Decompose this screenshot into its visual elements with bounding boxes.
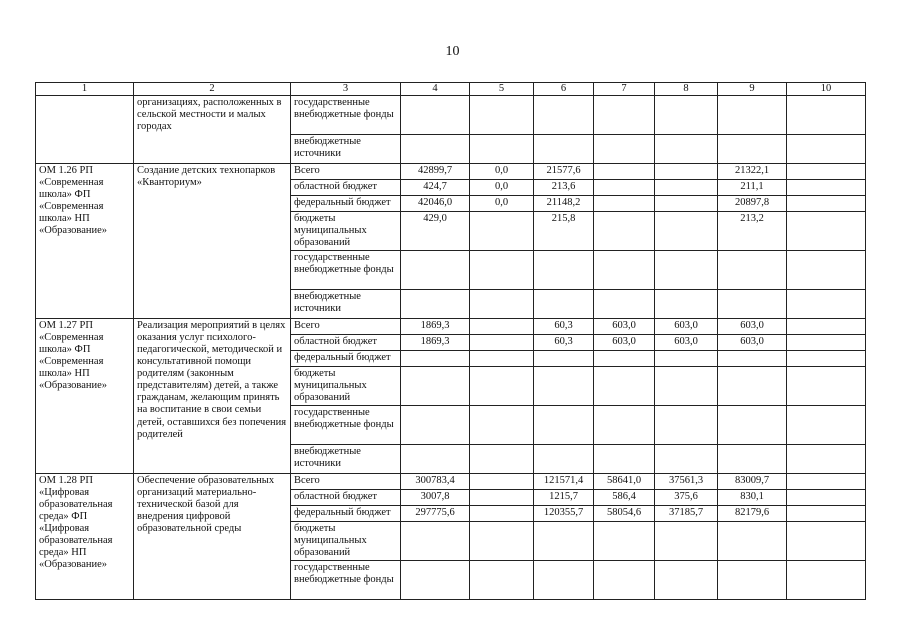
value-cell [787, 319, 866, 335]
value-cell [787, 212, 866, 251]
value-cell [534, 367, 594, 406]
value-cell: 215,8 [534, 212, 594, 251]
value-cell: 42046,0 [401, 196, 470, 212]
value-cell [470, 290, 534, 319]
value-cell [718, 290, 787, 319]
value-cell: 300783,4 [401, 474, 470, 490]
funding-source: федеральный бюджет [291, 506, 401, 522]
value-cell: 603,0 [718, 335, 787, 351]
funding-source: областной бюджет [291, 180, 401, 196]
value-cell [718, 135, 787, 164]
value-cell [787, 351, 866, 367]
value-cell [401, 406, 470, 445]
value-cell: 20897,8 [718, 196, 787, 212]
value-cell [655, 367, 718, 406]
value-cell [534, 290, 594, 319]
value-cell [534, 96, 594, 135]
value-cell [655, 196, 718, 212]
value-cell [787, 561, 866, 600]
value-cell [787, 367, 866, 406]
value-cell [401, 522, 470, 561]
value-cell [594, 135, 655, 164]
value-cell [470, 522, 534, 561]
value-cell [787, 474, 866, 490]
value-cell: 0,0 [470, 180, 534, 196]
measure-name: организациях, расположенных в сельской местности и малых городах [134, 96, 291, 164]
value-cell: 60,3 [534, 319, 594, 335]
funding-source: областной бюджет [291, 335, 401, 351]
value-cell: 82179,6 [718, 506, 787, 522]
value-cell [787, 335, 866, 351]
value-cell: 1869,3 [401, 335, 470, 351]
table-row [36, 164, 866, 180]
value-cell [787, 290, 866, 319]
value-cell [718, 251, 787, 290]
funding-source: государственные внебюджетные фонды [291, 96, 401, 135]
value-cell [594, 367, 655, 406]
value-cell [655, 212, 718, 251]
value-cell [594, 251, 655, 290]
value-cell [594, 212, 655, 251]
value-cell [787, 490, 866, 506]
value-cell: 213,6 [534, 180, 594, 196]
header-row [36, 83, 866, 96]
value-cell [470, 406, 534, 445]
value-cell [470, 474, 534, 490]
value-cell [655, 96, 718, 135]
value-cell [787, 164, 866, 180]
value-cell [787, 445, 866, 474]
value-cell: 603,0 [594, 335, 655, 351]
value-cell: 586,4 [594, 490, 655, 506]
value-cell [534, 561, 594, 600]
column-header: 6 [534, 83, 594, 96]
funding-source: государственные внебюджетные фонды [291, 406, 401, 445]
page-number: 10 [445, 44, 460, 59]
value-cell [655, 180, 718, 196]
column-header: 4 [401, 83, 470, 96]
value-cell [787, 506, 866, 522]
value-cell: 429,0 [401, 212, 470, 251]
value-cell [655, 406, 718, 445]
value-cell: 58054,6 [594, 506, 655, 522]
value-cell [787, 406, 866, 445]
value-cell: 603,0 [718, 319, 787, 335]
value-cell: 0,0 [470, 164, 534, 180]
funding-source: внебюджетные источники [291, 290, 401, 319]
funding-source: федеральный бюджет [291, 351, 401, 367]
value-cell [718, 445, 787, 474]
funding-source: Всего [291, 164, 401, 180]
funding-source: внебюджетные источники [291, 135, 401, 164]
value-cell [534, 135, 594, 164]
column-header: 5 [470, 83, 534, 96]
value-cell [594, 522, 655, 561]
value-cell [787, 196, 866, 212]
value-cell [787, 180, 866, 196]
table-row [36, 96, 866, 135]
value-cell [534, 351, 594, 367]
value-cell: 120355,7 [534, 506, 594, 522]
table-header [36, 83, 866, 96]
value-cell [718, 96, 787, 135]
value-cell [594, 96, 655, 135]
value-cell [470, 367, 534, 406]
column-header: 2 [134, 83, 291, 96]
value-cell [655, 290, 718, 319]
column-header: 10 [787, 83, 866, 96]
value-cell [594, 445, 655, 474]
value-cell: 213,2 [718, 212, 787, 251]
value-cell: 1869,3 [401, 319, 470, 335]
value-cell [594, 406, 655, 445]
funding-source: бюджеты муниципальных образований [291, 367, 401, 406]
column-header: 9 [718, 83, 787, 96]
value-cell [655, 351, 718, 367]
value-cell [594, 164, 655, 180]
value-cell: 297775,6 [401, 506, 470, 522]
value-cell: 1215,7 [534, 490, 594, 506]
value-cell: 603,0 [594, 319, 655, 335]
budget-table [35, 82, 866, 600]
value-cell: 42899,7 [401, 164, 470, 180]
value-cell: 37185,7 [655, 506, 718, 522]
value-cell [655, 164, 718, 180]
measure-name: Создание детских технопарков «Кванториум» [134, 164, 291, 319]
value-cell [470, 490, 534, 506]
value-cell [718, 367, 787, 406]
value-cell [655, 522, 718, 561]
value-cell [470, 96, 534, 135]
value-cell [470, 561, 534, 600]
measure-name: Обеспечение образовательных организаций материально-технической базой для внедрения цифровой образовательной среды [134, 474, 291, 600]
value-cell [470, 445, 534, 474]
funding-source: бюджеты муниципальных образований [291, 212, 401, 251]
funding-source: государственные внебюджетные фонды [291, 561, 401, 600]
measure-code: ОМ 1.26 РП «Современная школа» ФП «Современная школа» НП «Образование» [36, 164, 134, 319]
value-cell [470, 351, 534, 367]
value-cell: 375,6 [655, 490, 718, 506]
value-cell: 60,3 [534, 335, 594, 351]
value-cell: 83009,7 [718, 474, 787, 490]
value-cell: 21577,6 [534, 164, 594, 180]
funding-source: федеральный бюджет [291, 196, 401, 212]
value-cell [401, 96, 470, 135]
table-row [36, 474, 866, 490]
value-cell [655, 135, 718, 164]
value-cell [401, 351, 470, 367]
value-cell: 603,0 [655, 319, 718, 335]
value-cell [401, 135, 470, 164]
value-cell: 3007,8 [401, 490, 470, 506]
value-cell [470, 319, 534, 335]
table-row [36, 319, 866, 335]
value-cell [470, 251, 534, 290]
value-cell [401, 445, 470, 474]
column-header: 7 [594, 83, 655, 96]
funding-source: Всего [291, 474, 401, 490]
value-cell [470, 135, 534, 164]
funding-source: бюджеты муниципальных образований [291, 522, 401, 561]
value-cell: 0,0 [470, 196, 534, 212]
value-cell [534, 445, 594, 474]
value-cell [787, 135, 866, 164]
measure-code [36, 96, 134, 164]
value-cell [718, 522, 787, 561]
value-cell [787, 522, 866, 561]
value-cell [470, 212, 534, 251]
value-cell [594, 351, 655, 367]
value-cell [655, 251, 718, 290]
table-body [36, 96, 866, 600]
value-cell: 58641,0 [594, 474, 655, 490]
value-cell [787, 251, 866, 290]
value-cell: 21148,2 [534, 196, 594, 212]
value-cell [401, 251, 470, 290]
value-cell: 830,1 [718, 490, 787, 506]
value-cell [470, 335, 534, 351]
value-cell: 603,0 [655, 335, 718, 351]
value-cell [718, 406, 787, 445]
value-cell [655, 561, 718, 600]
measure-code: ОМ 1.27 РП «Современная школа» ФП «Современная школа» НП «Образование» [36, 319, 134, 474]
funding-source: внебюджетные источники [291, 445, 401, 474]
value-cell [534, 406, 594, 445]
column-header: 1 [36, 83, 134, 96]
value-cell: 21322,1 [718, 164, 787, 180]
funding-source: Всего [291, 319, 401, 335]
value-cell [594, 561, 655, 600]
value-cell [401, 290, 470, 319]
value-cell [534, 522, 594, 561]
column-header: 8 [655, 83, 718, 96]
measure-code: ОМ 1.28 РП «Цифровая образовательная среда» ФП «Цифровая образовательная среда» НП «Образование» [36, 474, 134, 600]
value-cell: 37561,3 [655, 474, 718, 490]
value-cell: 424,7 [401, 180, 470, 196]
funding-source: государственные внебюджетные фонды [291, 251, 401, 290]
value-cell [401, 367, 470, 406]
value-cell [655, 445, 718, 474]
value-cell [401, 561, 470, 600]
value-cell [594, 180, 655, 196]
value-cell [718, 561, 787, 600]
value-cell [594, 196, 655, 212]
value-cell [787, 96, 866, 135]
value-cell: 211,1 [718, 180, 787, 196]
value-cell [470, 506, 534, 522]
value-cell [534, 251, 594, 290]
column-header: 3 [291, 83, 401, 96]
value-cell: 121571,4 [534, 474, 594, 490]
measure-name: Реализация мероприятий в целях оказания услуг психолого-педагогической, методической и консультативной помощи родителям (законным представителям) детей, а также гражданам, желающим принять на воспитание в свои семьи детей, оставшихся без попечения родителей [134, 319, 291, 474]
value-cell [718, 351, 787, 367]
funding-source: областной бюджет [291, 490, 401, 506]
value-cell [594, 290, 655, 319]
